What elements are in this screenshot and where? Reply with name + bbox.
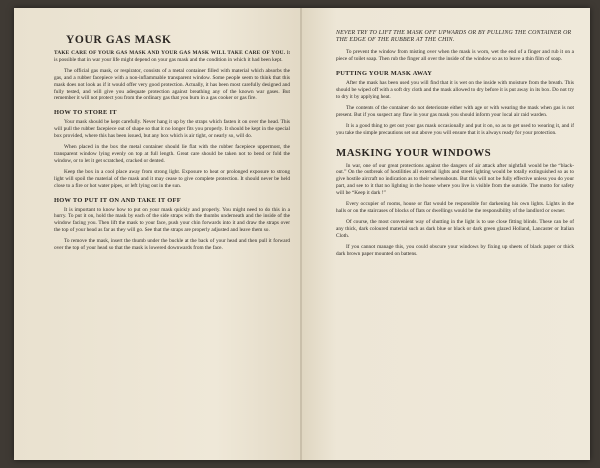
paragraph: To remove the mask, insert the thumb under the buckle at the back of your head and then pull it forward over the top of your head so that the mask is lowered downwards from the face. [54, 238, 290, 252]
paragraph: The contents of the container do not deteriorate either with age or with wearing the mask when gas is not present. But if you suspect any flaw in your gas mask you should inform your local air raid warden. [336, 104, 574, 118]
paragraph: After the mask has been used you will find that it is wet on the inside with moisture from the breath. This should be wiped off with a soft dry cloth and the mask allowed to dry before it is put away in its box. Do not try to dry it by applying heat. [336, 80, 574, 101]
paragraph: To prevent the window from misting over when the mask is worn, wet the end of a finger and rub it on a piece of toilet soap. Then rub the finger all over the inside of the window so as to leave a thin film of soap. [336, 49, 574, 63]
paragraph: The official gas mask, or respirator, consists of a metal container filled with material which absorbs the gas, and a rubber facepiece with a non-inflammable transparent window. Some people seem to think that this mask does not look as if it would offer very good protection. Actually, it has been most carefully designed and fully tested, and will give you adequate protection against breathing any of the known war gases. But remember it will not protect you from the ordinary gas that you burn in a gas cooker or gas fire. [54, 67, 290, 102]
section-title-windows: MASKING YOUR WINDOWS [336, 146, 492, 159]
paragraph: Of course, the most convenient way of shutting in the light is to use close fitting blinds. These can be of any thick, dark coloured material such as dark blue or black or dark green glazed Holland, Lancaster or Italian Cloth. [336, 218, 574, 239]
paragraph: When placed in the box the metal container should lie flat with the rubber facepiece uppermost, the transparent window lying evenly on top at full length. Great care should be taken not to bend or fold the window, or to let it get scratched, cracked or dented. [54, 144, 290, 164]
paragraph: It is important to know how to put on your mask quickly and properly. You might need to do this in a hurry. To put it on, hold the mask by each of the side straps with the thumbs underneath and the inside of the window facing you. Then lift the mask to your face, push your chin forwards into it and draw the straps over the top of your head as far as they will go. See that the straps are properly adjusted and leave them so. [54, 206, 290, 234]
intro-caps: TAKE CARE OF YOUR GAS MASK AND YOUR GAS MASK WILL TAKE CARE OF YOU. [54, 50, 286, 56]
paragraph: If you cannot manage this, you could obscure your windows by fixing up sheets of black paper or thick dark brown paper mounted on battens. [336, 243, 574, 257]
page-title: YOUR GAS MASK [66, 34, 172, 46]
paragraph: Your mask should be kept carefully. Never hang it up by the straps which fasten it on over the head. This will pull the rubber facepiece out of shape so that it no longer fits you properly. It should be kept in the special box provided, where this has been issued, but any box which is air tight, or nearly so, will do. [54, 119, 290, 140]
right-page [302, 8, 590, 460]
paragraph: Every occupier of rooms, house or flat would be responsible for darkening his own lights. Lights in the halls or on the staircases of blocks of flats or dwellings would be the responsibility of the landlord or owner. [336, 201, 574, 214]
section-heading-away: PUTTING YOUR MASK AWAY [336, 70, 433, 78]
paragraph: In war, one of our great protections against the dangers of air attack after nightfall would be the “black-out.” On the outbreak of hostilities all external lights and street lighting would be totally extinguished so as to give hostile aircraft no indication as to their whereabouts. But this will not be fully effective unless you do your part, and see to it that no lighting in the house where you live is visible from the outside. The motto for safety will be “Keep it dark !” [336, 162, 574, 197]
intro-rest: It is possible that in war your life might depend on your gas mask and the condition in which it had been kept. [54, 50, 290, 63]
booklet-spread [14, 8, 590, 460]
intro-paragraph [54, 50, 290, 64]
paragraph: It is a good thing to get out your gas mask occasionally and put it on, so as to get used to wearing it, and if you take the simple precautions set out above you will ensure that it is always ready for your protection. [336, 122, 574, 136]
warning-text: NEVER TRY TO LIFT THE MASK OFF UPWARDS OR BY PULLING THE CONTAINER OR THE EDGE OF THE RUBBER AT THE CHIN. [336, 30, 572, 44]
left-page [14, 8, 302, 460]
paragraph: Keep the box in a cool place away from strong light. Exposure to heat or prolonged exposure to strong light will spoil the material of the mask and it may cease to give complete protection. It should never be held close to a fire or hot water pipes, or left lying out in the sun. [54, 168, 290, 189]
section-heading-put-on: HOW TO PUT IT ON AND TAKE IT OFF [54, 196, 181, 204]
section-heading-store: HOW TO STORE IT [54, 109, 117, 117]
